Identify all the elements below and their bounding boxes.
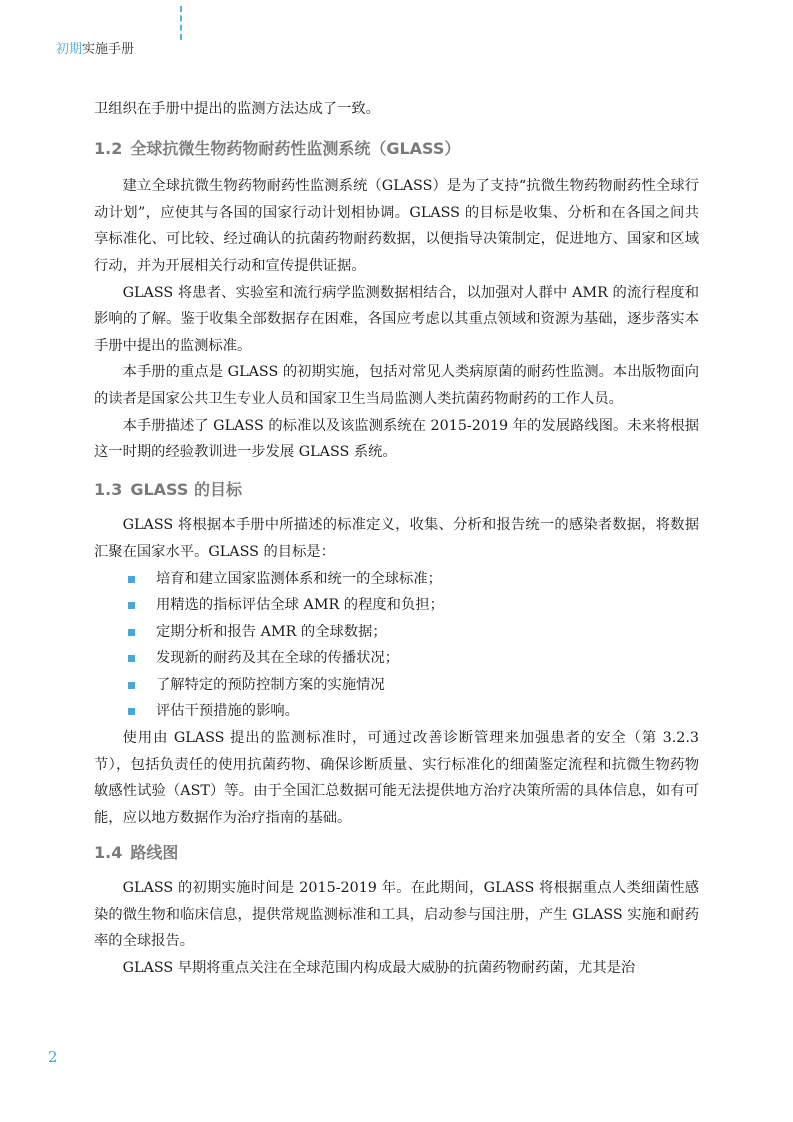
running-header-accent: 初期 xyxy=(56,42,83,57)
list-item xyxy=(94,619,699,646)
section-number: 1.3 xyxy=(94,479,123,499)
section-number: 1.4 xyxy=(94,843,123,863)
square-bullet-icon xyxy=(128,708,135,715)
paragraph: 建立全球抗微生物药物耐药性监测系统（GLASS）是为了支持“抗微生物药物耐药性全球行动计划”，应使其与各国的国家行动计划相协调。GLASS 的目标是收集、分析和在各国之间共享标准化、可比较、经过确认的抗菌药物耐药数据，以便指导决策制定，促进地方、国家和区域行动，并为开展相关行动和宣传提供证据。 xyxy=(94,178,699,274)
list-item-text: 发现新的耐药及其在全球的传播状况； xyxy=(156,650,400,667)
square-bullet-icon xyxy=(128,576,135,583)
page-body xyxy=(94,96,699,981)
section-heading-1-2 xyxy=(94,136,699,163)
section-title: GLASS 的目标 xyxy=(130,479,242,499)
list-item-text: 评估干预措施的影响。 xyxy=(156,703,299,720)
list-item xyxy=(94,645,699,672)
paragraph: GLASS 早期将重点关注在全球范围内构成最大威胁的抗菌药物耐药菌，尤其是治 xyxy=(122,959,636,976)
section-title: 全球抗微生物药物耐药性监测系统（GLASS） xyxy=(130,138,461,158)
paragraph: 使用由 GLASS 提出的监测标准时，可通过改善诊断管理来加强患者的安全（第 3.2.3 节），包括负责任的使用抗菌药物、确保诊断质量、实行标准化的细菌鉴定流程和抗微生物药物敏感性试验（AST）等。由于全国汇总数据可能无法提供地方治疗决策所需的具体信息，如有可能，应以地方数据作为治疗指南的基础。 xyxy=(94,730,699,826)
paragraph: GLASS 的初期实施时间是 2015-2019 年。在此期间，GLASS 将根据重点人类细菌性感染的微生物和临床信息，提供常规监测标准和工具，启动参与国注册，产生 GLASS 实施和耐药率的全球报告。 xyxy=(94,880,699,950)
header-dashed-divider xyxy=(180,6,182,40)
list-item-text: 定期分析和报告 AMR 的全球数据； xyxy=(156,623,387,640)
list-item xyxy=(94,672,699,699)
square-bullet-icon xyxy=(128,682,135,689)
square-bullet-icon xyxy=(128,602,135,609)
section-number: 1.2 xyxy=(94,138,123,158)
square-bullet-icon xyxy=(128,655,135,662)
paragraph: 本手册的重点是 GLASS 的初期实施，包括对常见人类病原菌的耐药性监测。本出版物面向的读者是国家公共卫生专业人员和国家卫生当局监测人类抗菌药物耐药的工作人员。 xyxy=(94,364,699,407)
section-heading-1-4 xyxy=(94,840,699,867)
section-heading-1-3 xyxy=(94,477,699,504)
paragraph-continued: 卫组织在手册中提出的监测方法达成了一致。 xyxy=(94,101,380,117)
paragraph: GLASS 将患者、实验室和流行病学监测数据相结合，以加强对人群中 AMR 的流行程度和影响的了解。鉴于收集全部数据存在困难，各国应考虑以其重点领域和资源为基础，逐步落实本手册中提出的监测标准。 xyxy=(94,284,699,354)
section-title: 路线图 xyxy=(130,843,179,863)
list-item xyxy=(94,698,699,725)
page-number: 2 xyxy=(48,1048,58,1066)
list-item-text: 培育和建立国家监测体系和统一的全球标准； xyxy=(156,570,442,587)
paragraph: 本手册描述了 GLASS 的标准以及该监测系统在 2015-2019 年的发展路线图。未来将根据这一时期的经验教训进一步发展 GLASS 系统。 xyxy=(94,417,699,461)
list-item xyxy=(94,592,699,619)
paragraph: GLASS 将根据本手册中所描述的标准定义，收集、分析和报告统一的感染者数据，将数据汇聚在国家水平。GLASS 的目标是： xyxy=(94,517,699,560)
running-header xyxy=(56,38,134,57)
square-bullet-icon xyxy=(128,629,135,636)
running-header-text: 实施手册 xyxy=(82,42,135,57)
objectives-list xyxy=(94,566,699,726)
list-item-text: 用精选的指标评估全球 AMR 的程度和负担； xyxy=(156,597,444,614)
list-item-text: 了解特定的预防控制方案的实施情况 xyxy=(156,676,385,693)
list-item xyxy=(94,566,699,593)
